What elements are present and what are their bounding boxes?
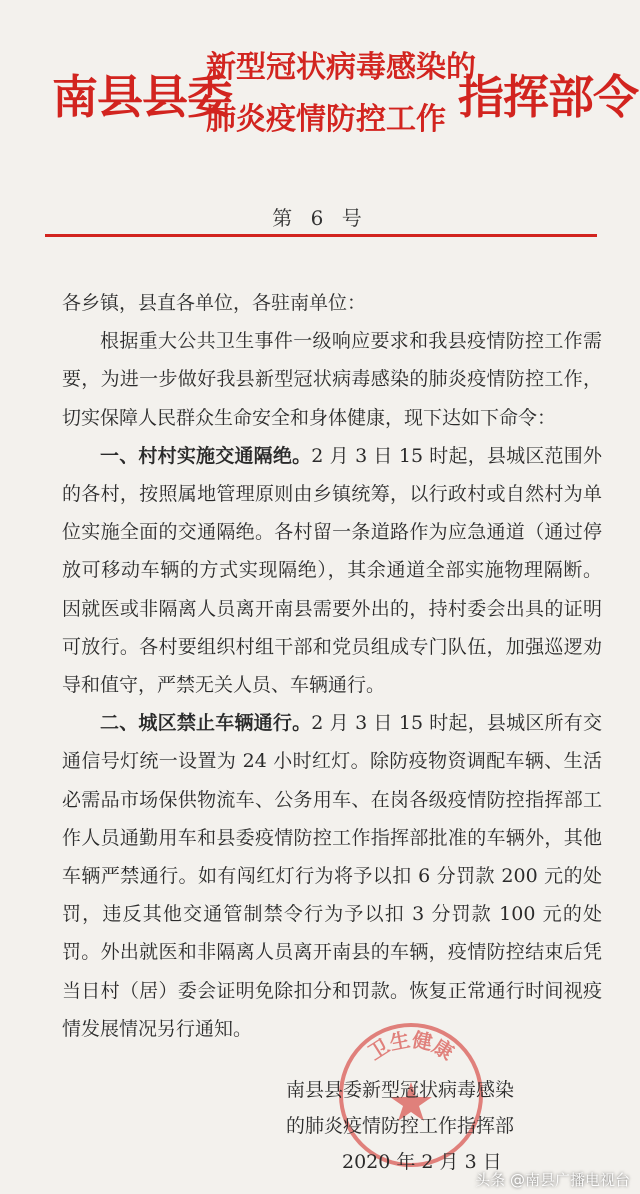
salutation: 各乡镇，县直各单位，各驻南单位： xyxy=(62,292,367,314)
header-issuer: 南县县委 xyxy=(52,70,232,124)
section-1-title: 一、村村实施交通隔绝。 xyxy=(100,444,312,467)
header-subtitle-line2: 肺炎疫情防控工作 xyxy=(206,102,446,137)
section-1 xyxy=(62,437,602,704)
section-2 xyxy=(62,704,602,1048)
section-2-text: 2 月 3 日 15 时起，县城区所有交通信号灯统一设置为 24 小时红灯。除防疫物资调配车辆、生活必需品市场保供物流车、公务用车、在岗各级疫情防控指挥部工作人员通勤用车和县委疫情防控工作指挥部批准的车辆外，其他车辆严禁通行。如有闯红灯行为将予以扣 6 分罚款 200 元的处罚，违反其他交通管制禁令行为予以扣 3 分罚款 100 元的处罚。外出就医和非隔离人员离开南县的车辆，疫情防控结束后凭当日村（居）委会证明免除扣分和罚款。恢复正常通行时间视疫情发展情况另行通知。 xyxy=(62,712,602,1040)
header-divider xyxy=(45,234,597,237)
signature-date: 2020 年 2 月 3 日 xyxy=(342,1151,502,1173)
signature-line2: 的肺炎疫情防控工作指挥部 xyxy=(286,1115,515,1137)
section-1-text: 2 月 3 日 15 时起，县城区范围外的各村，按照属地管理原则由乡镇统筹，以行政村或自然村为单位实施全面的交通隔绝。各村留一条道路作为应急通道（通过停放可移动车辆的方式实现隔绝），其余通道全部实施物理隔断。因就医或非隔离人员离开南县需要外出的，持村委会出具的证明可放行。各村要组织村组干部和党员组成专门队伍，加强巡逻劝导和值守，严禁无关人员、车辆通行。 xyxy=(62,444,602,697)
signature-line1: 南县县委新型冠状病毒感染 xyxy=(286,1079,515,1101)
signature-block xyxy=(286,1072,586,1180)
section-2-title: 二、城区禁止车辆通行。 xyxy=(100,712,312,735)
header-doc-type: 指挥部令 xyxy=(458,70,638,124)
intro-paragraph: 根据重大公共卫生事件一级响应要求和我县疫情防控工作需要，为进一步做好我县新型冠状病毒感染的肺炎疫情防控工作，切实保障人民群众生命安全和身体健康，现下达如下命令： xyxy=(62,330,602,429)
document-number: 第 6 号 xyxy=(272,206,368,230)
source-watermark: 头条 @南县广播电视台 xyxy=(475,1171,630,1189)
document-body xyxy=(62,284,602,1048)
header-subtitle-line1: 新型冠状病毒感染的 xyxy=(206,50,476,85)
seal-text: 卫生健康 xyxy=(363,1027,459,1065)
header-subtitle xyxy=(206,42,476,146)
